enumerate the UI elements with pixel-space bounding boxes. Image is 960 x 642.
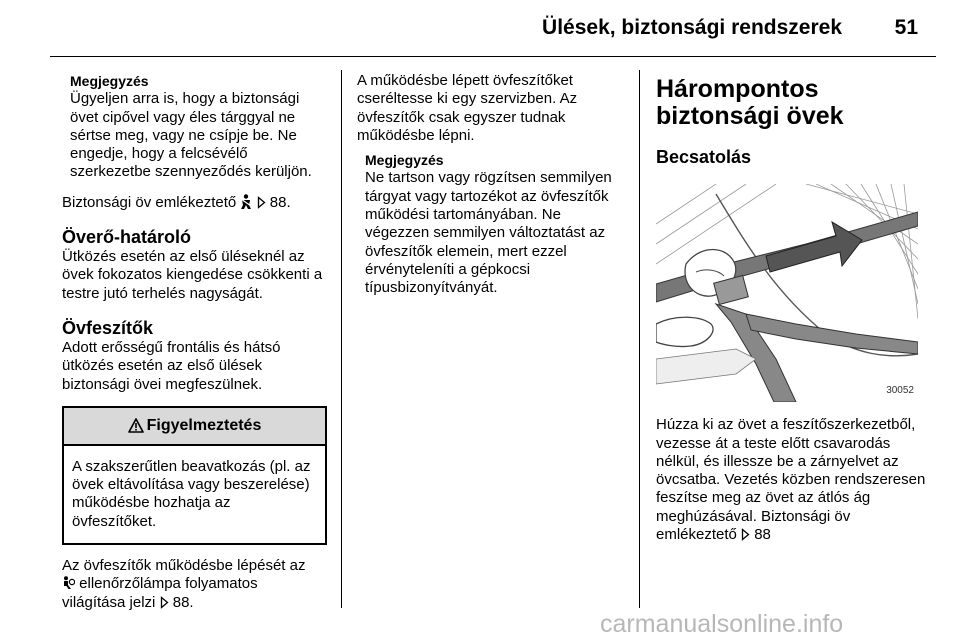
lamp-text-line1: Az övfeszítők működésbe lépését az <box>62 557 306 575</box>
note-block-2 <box>357 151 619 297</box>
warning-title: Figyelmeztetés <box>146 416 262 434</box>
airbag-lamp-icon <box>62 576 75 590</box>
instructions-text: Húzza ki az övet a feszítőszerkezetből, vezesse át a teste előtt csavarodás nélkül, és illessze be a zárnyelvet az övcsatba. Vezetés közben rendszeresen feszítse meg az övet az átlós ág meghúzásával. Biztonsági öv emlékeztető <box>656 416 926 544</box>
heading-load-limiter: Överő-határoló <box>62 227 192 248</box>
page-reference-arrow-icon <box>257 196 266 209</box>
page-header-title: Ülések, biztonsági rendszerek <box>542 16 842 39</box>
column-left <box>62 72 327 612</box>
page-reference-arrow-icon <box>741 528 750 541</box>
column-right <box>656 72 928 544</box>
heading-tensioners: Övfeszítők <box>62 317 154 338</box>
fastening-instructions <box>656 416 928 544</box>
seatbelt-drawing <box>656 184 918 402</box>
lamp-text-line3: világítása jelzi <box>62 593 156 611</box>
tensioner-text: Adott erősségű frontális és hátsó ütközés esetén az első ülések biztonsági övei megfeszülnek. <box>62 338 281 393</box>
lamp-page: 88. <box>172 593 194 611</box>
column-divider-2 <box>639 70 640 608</box>
warning-triangle-icon <box>128 418 144 433</box>
note-block <box>62 72 327 182</box>
note-text: Ügyeljen arra is, hogy a biztonsági övet cipővel vagy éles tárggyal ne sértse meg, vagy ne csípje be. Ne engedje, hogy a felcsévélő szerkezetbe szennyeződés kerüljön. <box>70 90 312 181</box>
note-heading-2: Megjegyzés <box>365 152 444 169</box>
seatbelt-reminder-icon <box>240 194 252 209</box>
header-divider <box>50 56 936 57</box>
page-reference-arrow-icon <box>160 596 169 609</box>
subheading-fastening: Becsatolás <box>656 147 752 167</box>
warning-box <box>62 406 327 545</box>
section-heading: Hárompontos biztonsági övek <box>656 75 844 130</box>
reminder-page: 88. <box>269 193 291 211</box>
replacement-text: A működésbe lépett övfeszítőket cseréltesse ki egy szervizben. Az övfeszítők csak egyszer tudnak működésbe lépni. <box>357 72 578 144</box>
seatbelt-reminder-ref <box>62 194 327 212</box>
seatbelt-illustration <box>656 184 918 402</box>
column-divider-1 <box>341 70 342 608</box>
note-heading: Megjegyzés <box>70 73 149 89</box>
instructions-page: 88 <box>754 526 771 544</box>
column-middle <box>357 72 619 298</box>
lamp-text <box>62 557 327 612</box>
reminder-text: Biztonsági öv emlékeztető <box>62 193 237 211</box>
load-limiter-text: Ütközés esetén az első üléseknél az övek fokozatos kiengedése csökkenti a testre jutó terhelés nagyságát. <box>62 248 323 302</box>
warning-header <box>64 408 325 446</box>
note-text-2: Ne tartson vagy rögzítsen semmilyen tárgyat vagy tartozékot az övfeszítők működési tartományában. Ne végezzen semmilyen változtatást az övfeszítők elemein, mert ezzel érvényteleníti a gépkocsi típusbizonyítványát. <box>365 169 612 297</box>
page-number: 51 <box>894 16 918 39</box>
watermark: carmanualsonline.info <box>600 610 844 638</box>
figure-code: 30052 <box>886 385 914 396</box>
lamp-text-line2: ellenőrzőlámpa folyamatos <box>79 575 258 593</box>
warning-text: A szakszerűtlen beavatkozás (pl. az övek eltávolítása vagy beszerelése) működésbe hozhatja az övfeszítőket. <box>72 457 311 530</box>
